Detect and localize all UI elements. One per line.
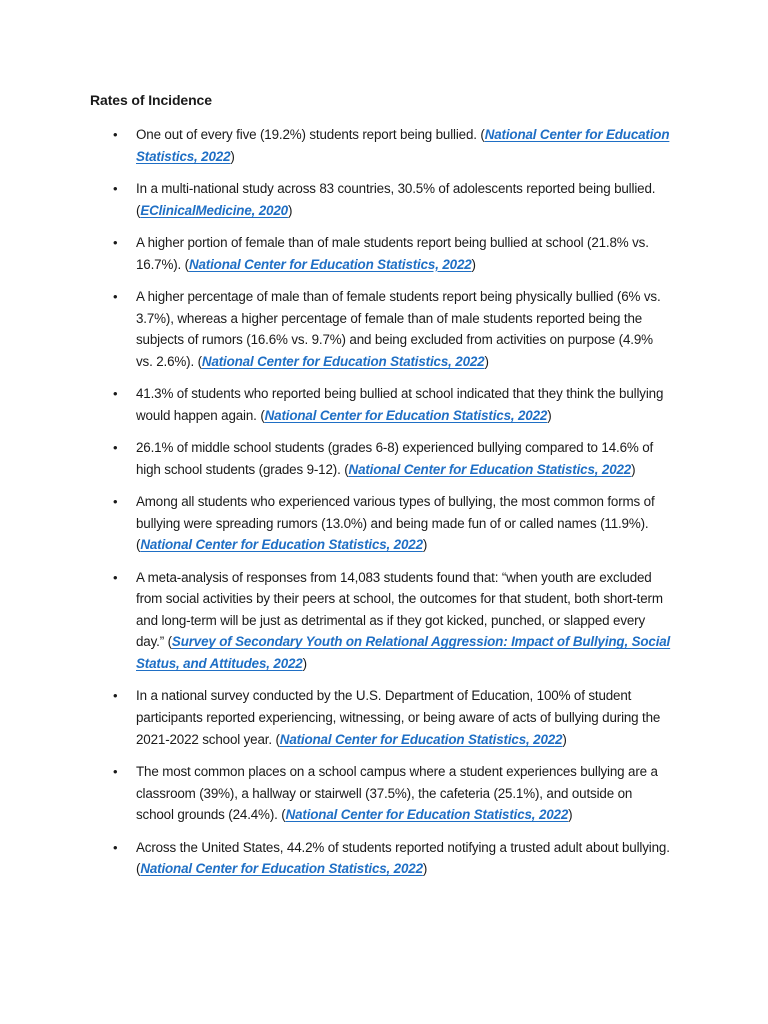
citation-link[interactable]: National Center for Education Statistics, 2022	[264, 407, 548, 423]
bullet-icon: •	[113, 764, 118, 780]
citation-link[interactable]: National Center for Education Statistics, 2022	[201, 353, 485, 369]
citation-link[interactable]: National Center for Education Statistics, 2022	[136, 127, 670, 164]
list-item	[0, 178, 673, 221]
citation-link[interactable]: National Center for Education Statistics, 2022	[285, 807, 569, 823]
item-text: In a national survey conducted by the U.S. Department of Education, 100% of student participants reported experiencing, witnessing, or being aware of acts of bullying during the 2021-2022 school year. (	[136, 688, 661, 747]
list-item	[0, 232, 673, 275]
citation-link[interactable]: National Center for Education Statistics, 2022	[348, 461, 632, 477]
item-close: )	[562, 731, 567, 747]
item-text: The most common places on a school campus where a student experiences bullying are a classroom (39%), a hallway or stairwell (37.5%), the cafeteria (25.1%), and outside on school grounds (24.4%). (	[136, 764, 658, 823]
item-text: Across the United States, 44.2% of students reported notifying a trusted adult about bullying. (	[136, 839, 670, 877]
list-item	[0, 685, 673, 750]
citation-link[interactable]: National Center for Education Statistics, 2022	[188, 256, 472, 272]
bullet-icon: •	[113, 688, 118, 704]
bullet-icon: •	[113, 569, 118, 585]
bullet-icon: •	[113, 234, 118, 250]
item-text: Among all students who experienced various types of bullying, the most common forms of bullying were spreading rumors (13.0%) and being made fun of or called names (11.9%). (	[136, 494, 655, 553]
item-close: )	[631, 461, 636, 477]
item-close: )	[230, 148, 235, 164]
item-text: In a multi-national study across 83 countries, 30.5% of adolescents reported being bullied. (	[136, 180, 656, 218]
bullet-icon: •	[113, 839, 118, 855]
list-item	[0, 837, 673, 880]
item-close: )	[287, 202, 293, 218]
incidence-list	[0, 124, 768, 891]
citation-link[interactable]: National Center for Education Statistics, 2022	[140, 537, 423, 553]
bullet-icon: •	[113, 288, 118, 304]
bullet-icon: •	[113, 386, 118, 402]
bullet-icon: •	[113, 127, 118, 142]
item-close: )	[302, 656, 307, 672]
item-text: 26.1% of middle school students (grades 6-8) experienced bullying compared to 14.6% of high school students (grades 9-12). (	[136, 440, 654, 477]
list-item	[0, 437, 673, 480]
list-item	[0, 491, 673, 556]
item-close: )	[422, 861, 428, 877]
item-close: )	[568, 807, 573, 823]
citation-link[interactable]: EClinicalMedicine, 2020	[140, 202, 288, 218]
list-item	[0, 286, 673, 372]
list-item	[0, 761, 673, 826]
section-heading: Rates of Incidence	[90, 92, 212, 108]
list-item	[0, 124, 673, 167]
citation-link[interactable]: Survey of Secondary Youth on Relational Aggression: Impact of Bullying, Social Status, and Attitudes, 2022	[136, 634, 671, 672]
bullet-icon: •	[113, 180, 118, 196]
item-close: )	[471, 256, 476, 272]
item-text: One out of every five (19.2%) students report being bullied. (	[136, 127, 485, 142]
list-item	[0, 383, 673, 426]
item-text: A higher percentage of male than of female students report being physically bullied (6% vs. 3.7%), whereas a higher percentage of female than of male students reported being the subjects of rumors (16.6% vs. 9.7%) and being excluded from activities on purpose (4.9% vs. 2.6%). (	[136, 288, 661, 369]
bullet-icon: •	[113, 440, 118, 456]
item-close: )	[422, 537, 428, 553]
bullet-icon: •	[113, 494, 118, 510]
item-text: A meta-analysis of responses from 14,083 students found that: “when youth are excluded from social activities by their peers at school, the outcomes for that student, both short-term and long-term will be just as detrimental as if they got kicked, punched, or slapped every day.” (	[136, 569, 663, 650]
citation-link[interactable]: National Center for Education Statistics, 2022	[279, 731, 563, 747]
item-text: 41.3% of students who reported being bullied at school indicated that they think the bullying would happen again. (	[136, 386, 664, 423]
list-item	[0, 567, 673, 675]
item-close: )	[547, 407, 552, 423]
item-text: A higher portion of female than of male students report being bullied at school (21.8% vs. 16.7%). (	[136, 234, 649, 272]
citation-link[interactable]: National Center for Education Statistics, 2022	[140, 861, 423, 877]
item-close: )	[484, 353, 489, 369]
